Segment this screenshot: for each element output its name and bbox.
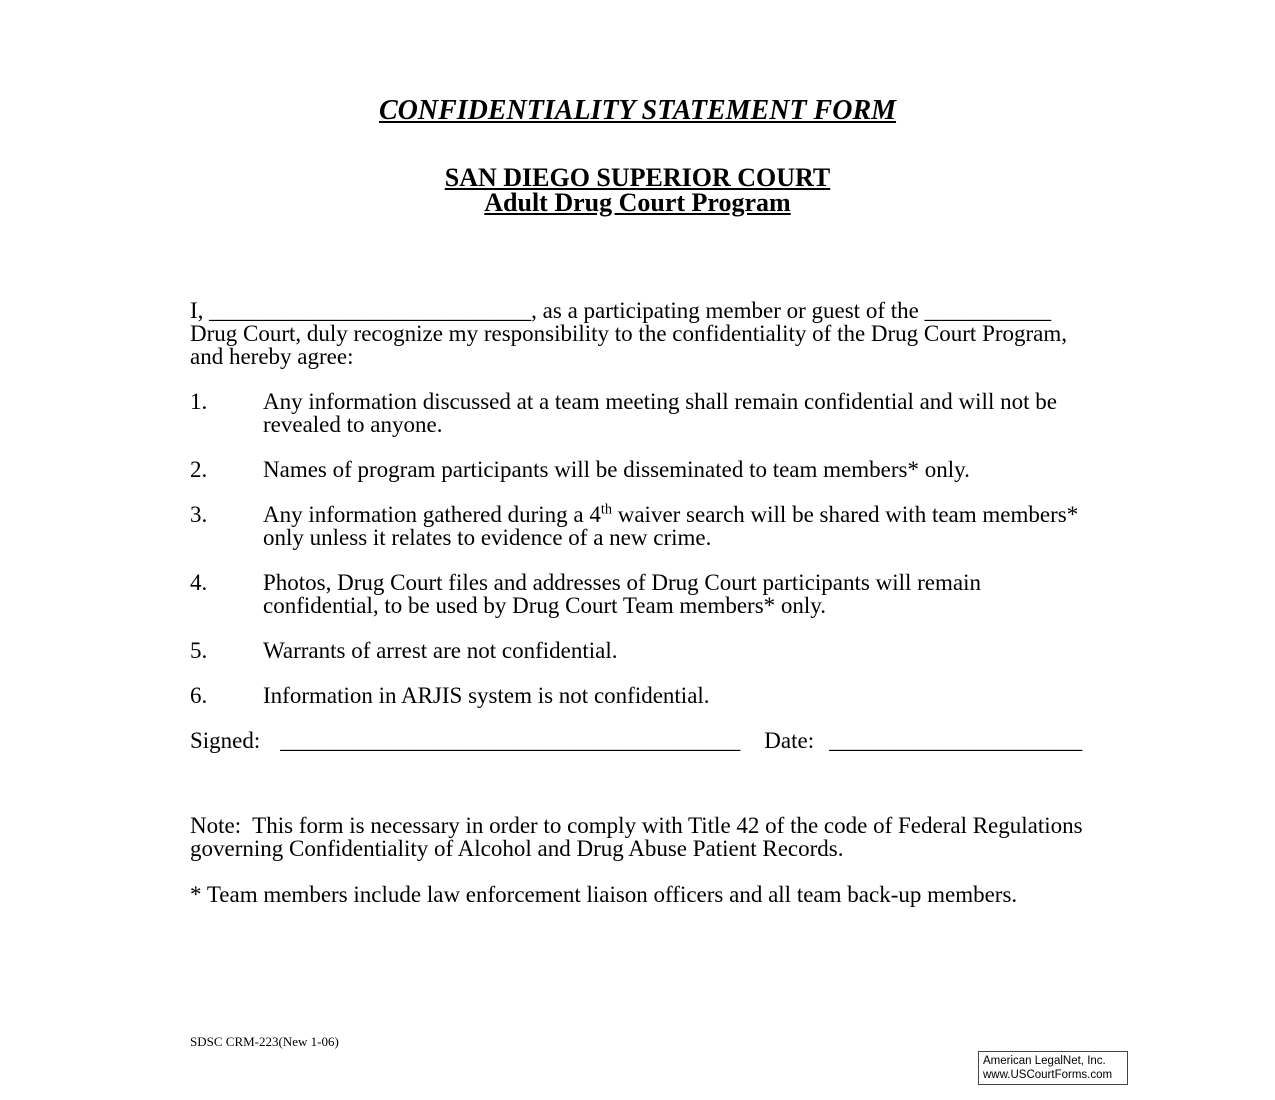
list-item-2 <box>190 458 1085 481</box>
item-text-segment: waiver search will be shared with team members* only unless it relates to evidence of a new crime. <box>263 502 1084 550</box>
item-number: 2. <box>190 457 208 482</box>
signature-blank: ________________________________________ <box>280 728 741 753</box>
list-item-4 <box>190 571 1085 617</box>
legalnet-url: www.USCourtForms.com <box>983 1069 1113 1081</box>
court-name: SAN DIEGO SUPERIOR COURT <box>444 163 831 192</box>
item-number: 3. <box>190 502 208 527</box>
intro-paragraph: I, ____________________________, as a participating member or guest of the ___________ Drug Court, duly recognize my responsibility to the confidentiality of the Drug Court Program, and hereby agree: <box>190 298 1073 369</box>
list-item-1 <box>190 390 1085 436</box>
item-text: Warrants of arrest are not confidential. <box>263 638 618 663</box>
list-item-3 <box>190 503 1085 549</box>
legalnet-company: American LegalNet, Inc. <box>983 1055 1106 1067</box>
list-item-5 <box>190 639 1085 662</box>
item-number: 1. <box>190 389 208 414</box>
footnote-paragraph: * Team members include law enforcement liaison officers and all team back-up members. <box>190 882 1018 907</box>
date-blank: ______________________ <box>829 728 1083 753</box>
item-text: Names of program participants will be disseminated to team members* only. <box>263 457 970 482</box>
document-title: CONFIDENTIALITY STATEMENT FORM <box>378 95 897 126</box>
item-text <box>263 503 1085 549</box>
item-number: 4. <box>190 570 208 595</box>
item-number: 5. <box>190 638 208 663</box>
court-heading <box>190 165 1085 215</box>
item-text: Any information discussed at a team meeting shall remain confidential and will not be revealed to anyone. <box>263 389 1063 437</box>
form-number: SDSC CRM-223(New 1-06) <box>190 1034 339 1049</box>
item-text-segment: Any information gathered during a 4 <box>263 502 601 527</box>
item-text: Information in ARJIS system is not confidential. <box>263 683 710 708</box>
signed-label: Signed: <box>190 728 261 753</box>
date-label: Date: <box>764 728 815 753</box>
superscript-ordinal: th <box>600 501 612 518</box>
program-name: Adult Drug Court Program <box>484 188 791 217</box>
note-paragraph: Note: This form is necessary in order to comply with Title 42 of the code of Federal Regulations governing Confidentiality of Alcohol and Drug Abuse Patient Records. <box>190 813 1089 861</box>
legalnet-stamp <box>978 1051 1128 1085</box>
signature-row <box>190 729 1085 752</box>
list-item-6 <box>190 684 1085 707</box>
item-number: 6. <box>190 683 208 708</box>
item-text: Photos, Drug Court files and addresses of Drug Court participants will remain confidential, to be used by Drug Court Team members* only. <box>263 570 987 618</box>
